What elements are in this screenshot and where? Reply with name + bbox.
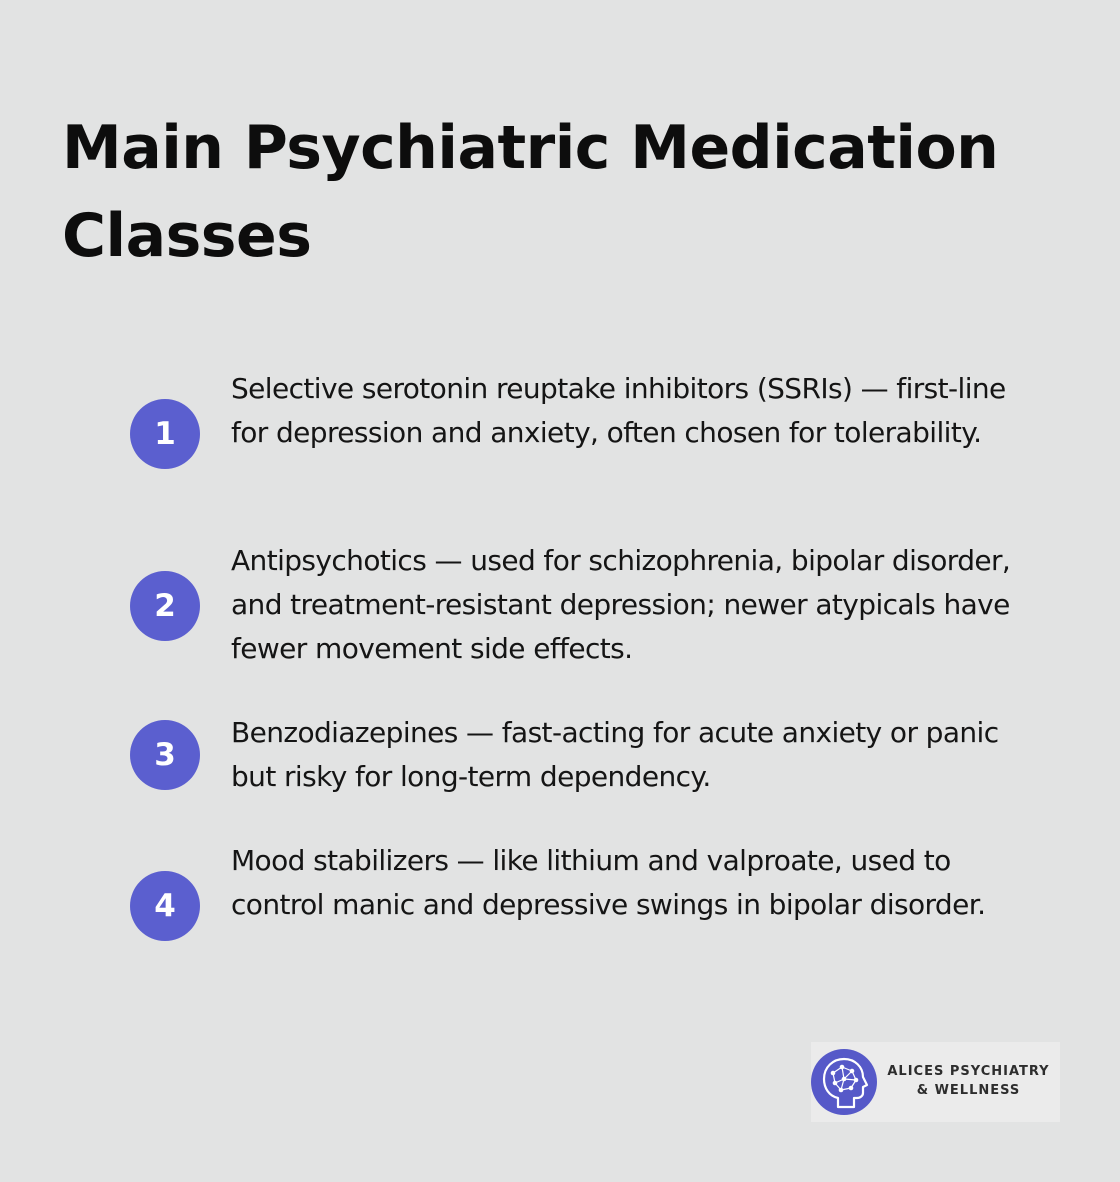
logo-line-2: & WELLNESS xyxy=(916,1083,1021,1098)
number-badge: 4 xyxy=(130,871,200,941)
list-item-text: Benzodiazepines — fast-acting for acute anxiety or panic but risky for long-term dependency. xyxy=(231,716,999,793)
page-title: Main Psychiatric Medication Classes xyxy=(62,113,999,271)
brand-logo xyxy=(811,1042,1060,1122)
list-item-text: Antipsychotics — used for schizophrenia, bipolar disorder, and treatment-resistant depression; newer atypicals have fewer movement side effects. xyxy=(231,544,1011,665)
list-item-text: Selective serotonin reuptake inhibitors (SSRIs) — first-line for depression and anxiety, often chosen for tolerability. xyxy=(231,372,1006,449)
list-item-text: Mood stabilizers — like lithium and valproate, used to control manic and depressive swings in bipolar disorder. xyxy=(231,844,986,921)
number-badge: 3 xyxy=(130,720,200,790)
head-network-icon xyxy=(811,1049,877,1115)
logo-wordmark xyxy=(881,1062,1056,1100)
logo-line-1: ALICES PSYCHIATRY xyxy=(887,1064,1050,1079)
number-badge: 2 xyxy=(130,571,200,641)
number-badge: 1 xyxy=(130,399,200,469)
